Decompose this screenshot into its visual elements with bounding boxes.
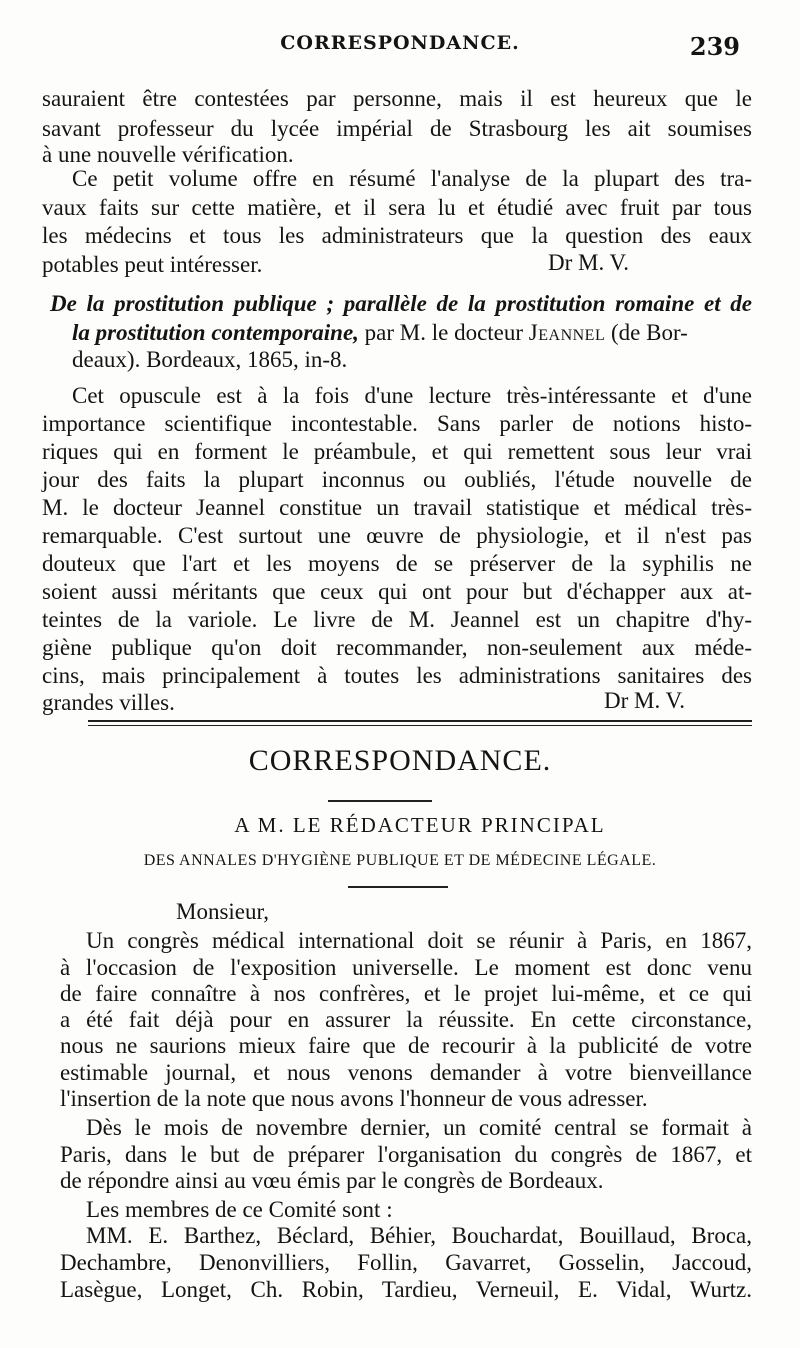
review2-line: Cet opuscule est à la fois d'une lecture très-intéressante et d'une	[72, 383, 752, 408]
review2-line: teintes de la variole. Le livre de M. Jeannel est un chapitre d'hy-	[42, 607, 752, 632]
letter-line: a été fait déjà pour en assurer la réussite. En cette circonstance,	[60, 1007, 752, 1032]
review2-line: cins, mais principalement à toutes les administrations sanitaires des	[42, 663, 752, 688]
review1-line: sauraient être contestées par personne, mais il est heureux que le	[42, 86, 752, 111]
section-separator-thin	[88, 725, 752, 726]
page-number: 239	[689, 32, 740, 61]
review2-line: grandes villes.	[42, 690, 175, 715]
review1-line: potables peut intéresser.	[42, 252, 263, 277]
review1-line: les médecins et tous les administrateurs que la question des eaux	[42, 223, 752, 248]
review2-line: importance scientifique incontestable. Sans parler de notions histo-	[42, 411, 752, 436]
letter-line: l'insertion de la note que nous avons l'honneur de vous adresser.	[60, 1086, 648, 1111]
address-line2: DES ANNALES D'HYGIÈNE PUBLIQUE ET DE MÉDECINE LÉGALE.	[143, 852, 657, 869]
book-title-line1: De la prostitution publique ; parallèle de la prostitution romaine et de	[50, 291, 752, 316]
letter-line: estimable journal, et nous venons demander à votre bienveillance	[60, 1060, 752, 1085]
title-underline	[328, 800, 432, 802]
letter-line: Un congrès médical international doit se réunir à Paris, en 1867,	[86, 928, 752, 953]
letter-line: Dès le mois de novembre dernier, un comité central se formait à	[86, 1115, 752, 1140]
review2-signature: Dr M. V.	[604, 688, 685, 713]
review2-line: jour des faits la plupart inconnus ou oubliés, l'étude nouvelle de	[42, 467, 752, 492]
letter-line: Les membres de ce Comité sont :	[86, 1197, 393, 1222]
letter-line: MM. E. Barthez, Béclard, Béhier, Bouchardat, Bouillaud, Broca,	[86, 1223, 752, 1248]
book-title-line2-text: la prostitution contemporaine,	[72, 320, 359, 345]
review1-line: Ce petit volume offre en résumé l'analyse de la plupart des tra-	[72, 166, 752, 191]
review2-line: riques qui en forment le préambule, et qui remettent sous leur vrai	[42, 439, 752, 464]
running-title: CORRESPONDANCE.	[280, 32, 520, 54]
review1-signature: Dr M. V.	[548, 250, 629, 275]
letter-line: Lasègue, Longet, Ch. Robin, Tardieu, Verneuil, E. Vidal, Wurtz.	[60, 1277, 752, 1302]
letter-line: à l'occasion de l'exposition universelle. Le moment est donc venu	[60, 955, 752, 980]
salutation: Monsieur,	[176, 899, 269, 924]
review2-line: remarquable. C'est surtout une œuvre de physiologie, et il n'est pas	[42, 523, 752, 548]
section-title: CORRESPONDANCE.	[248, 744, 552, 777]
review2-line: soient aussi méritants que ceux qui ont pour but d'échapper aux at-	[42, 579, 752, 604]
letter-line: Dechambre, Denonvilliers, Follin, Gavarret, Gosselin, Jaccoud,	[60, 1250, 752, 1275]
letter-line: de répondre ainsi au vœu émis par le congrès de Bordeaux.	[60, 1168, 604, 1193]
address-line1: A M. LE RÉDACTEUR PRINCIPAL	[234, 813, 606, 837]
book-author: Jeannel	[528, 320, 606, 345]
book-imprint: deaux). Bordeaux, 1865, in-8.	[72, 347, 348, 372]
letter-line: de faire connaître à nos confrères, et le projet lui-même, et ce qui	[60, 981, 752, 1006]
review2-line: M. le docteur Jeannel constitue un travail statistique et médical très-	[42, 495, 752, 520]
running-header	[0, 32, 800, 62]
review1-line: vaux faits sur cette matière, et il sera lu et étudié avec fruit par tous	[42, 195, 752, 220]
letter-line: nous ne saurions mieux faire que de recourir à la publicité de votre	[60, 1033, 752, 1058]
review1-line: à une nouvelle vérification.	[42, 142, 294, 167]
book-title-line2	[72, 318, 752, 348]
review2-line: douteux que l'art et les moyens de se préserver de la syphilis ne	[42, 551, 752, 576]
review1-line: savant professeur du lycée impérial de Strasbourg les ait soumises	[42, 116, 752, 141]
book-author-prefix: par M. le docteur	[364, 320, 524, 345]
book-author-suffix: (de Bor-	[610, 320, 688, 345]
review2-line: giène publique qu'on doit recommander, non-seulement aux méde-	[42, 635, 752, 660]
letter-line: Paris, dans le but de préparer l'organisation du congrès de 1867, et	[60, 1142, 752, 1167]
address-underline	[348, 886, 448, 888]
section-separator	[88, 720, 752, 722]
